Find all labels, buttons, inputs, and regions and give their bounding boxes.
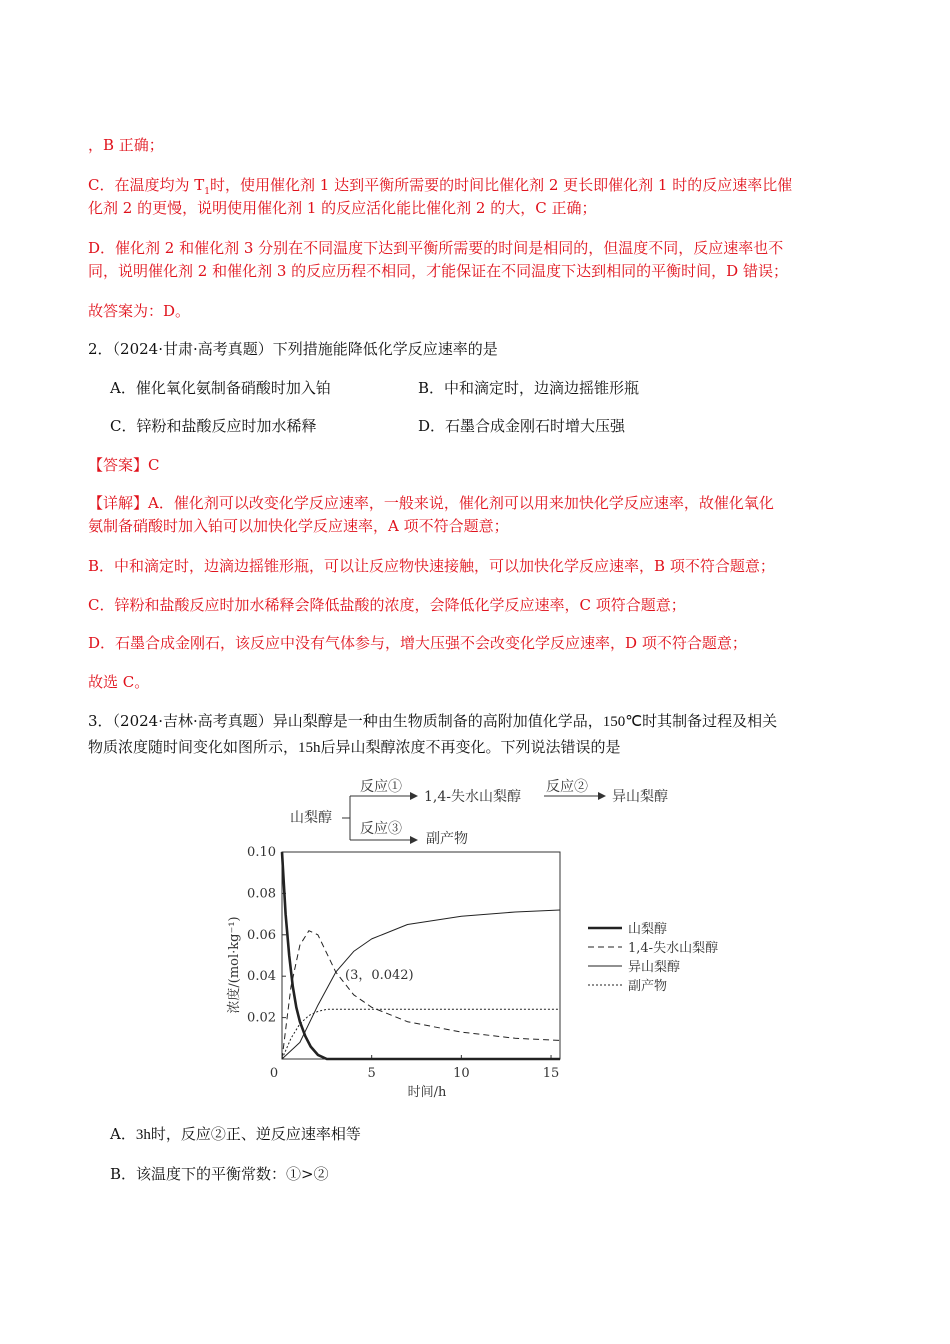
scheme-product-1: 1,4-失水山梨醇	[424, 789, 521, 805]
q2-explain-3: B．中和滴定时，边滴边摇锥形瓶，可以让反应物快速接触，可以加快化学反应速率，B 项不符合题意；	[88, 557, 775, 575]
q3-option-b: B．该温度下的平衡常数：①>②	[110, 1165, 329, 1183]
scheme-reaction-3: 反应③	[360, 821, 402, 837]
series-line-4	[282, 1009, 560, 1059]
y-tick-label: 0.10	[247, 845, 276, 860]
q3-option-a-label: A．	[110, 1125, 136, 1143]
q3-option-a-text: 时，反应②正、逆反应速率相等	[150, 1125, 361, 1143]
q2-option-a: A．催化氧化氨制备硝酸时加入铂	[110, 379, 331, 397]
scheme-reaction-2: 反应②	[546, 779, 588, 795]
legend-label-3: 异山梨醇	[628, 960, 681, 975]
q3-stem-line-2	[88, 737, 621, 758]
q2-option-c: C．锌粉和盐酸反应时加水稀释	[110, 417, 317, 435]
plot-frame	[282, 852, 560, 1059]
scheme-arrowhead-1	[410, 792, 418, 800]
legend-label-4: 副产物	[628, 979, 668, 994]
line-2-text: C．在温度均为 T	[88, 176, 205, 194]
scheme-reactant: 山梨醇	[290, 810, 332, 826]
scheme-arrowhead-3	[410, 836, 418, 844]
q3-option-a-time: 3h	[135, 1127, 151, 1143]
x-axis-label: 时间/h	[407, 1085, 447, 1100]
chart-annotation: (3，0.042)	[345, 968, 414, 983]
scheme-product-2: 异山梨醇	[612, 789, 668, 805]
q3-stem-1a: 3．（2024·吉林·高考真题）异山梨醇是一种由生物质制备的高附加值化学品，	[88, 712, 603, 730]
series-group	[282, 852, 560, 1059]
t1-subscript: 1	[204, 187, 210, 197]
y-tick-label: 0.04	[247, 969, 276, 985]
x-tick-label: 5	[367, 1066, 376, 1081]
series-line-2	[282, 931, 560, 1059]
series-line-1	[282, 852, 560, 1059]
q2-explain-4: C．锌粉和盐酸反应时加水稀释会降低盐酸的浓度，会降低化学反应速率，C 项符合题意；	[88, 596, 686, 614]
prev-answer-line-1: ，B 正确；	[88, 136, 164, 154]
prev-answer-line-3: 化剂 2 的更慢，说明使用催化剂 1 的反应活化能比催化剂 2 的大，C 正确；	[88, 199, 597, 217]
q2-explain-2: 氨制备硝酸时加入铂可以加快化学反应速率，A 项不符合题意；	[88, 517, 509, 535]
q3-stem-2a: 物质浓度随时间变化如图所示，	[88, 738, 299, 756]
scheme-product-3: 副产物	[426, 831, 468, 847]
series-line-3	[282, 910, 560, 1059]
prev-answer-line-4: D．催化剂 2 和催化剂 3 分别在不同温度下达到平衡所需要的时间是相同的，但温度不同，反应速率也不	[88, 239, 784, 257]
legend-label-1: 山梨醇	[628, 922, 668, 937]
legend-label-2: 1,4-失水山梨醇	[628, 941, 719, 956]
y-tick-label: 0.06	[247, 927, 276, 943]
scheme-arrowhead-2	[598, 792, 606, 800]
y-axis-label: 浓度/(mol·kg⁻¹)	[227, 916, 242, 1014]
chart	[226, 845, 718, 1100]
prev-answer-line-6: 故答案为：D。	[88, 302, 191, 320]
x-tick-label: 10	[453, 1066, 470, 1081]
x-tick-label: 0	[269, 1066, 279, 1081]
line-2-rest: 时，使用催化剂 1 达到平衡所需要的时间比催化剂 2 更长即催化剂 1 时的反应速率比催	[210, 176, 793, 194]
x-tick-label: 15	[542, 1066, 560, 1081]
axis-ticks	[247, 845, 559, 1081]
y-tick-label: 0.02	[247, 1010, 276, 1026]
q2-option-b: B．中和滴定时，边滴边摇锥形瓶	[418, 379, 640, 397]
q3-option-a	[110, 1124, 361, 1145]
q2-answer: 【答案】C	[88, 456, 160, 474]
q3-stem-1c: 时其制备过程及相关	[642, 712, 778, 730]
prev-answer-line-5: 同，说明催化剂 2 和催化剂 3 的反应历程不相同，才能保证在不同温度下达到相同的平衡时间，D 错误；	[88, 262, 788, 280]
q2-explain-1: 【详解】A．催化剂可以改变化学反应速率，一般来说，催化剂可以用来加快化学反应速率，故催化氧化	[88, 494, 774, 512]
reaction-scheme	[290, 779, 668, 847]
q2-stem: 2．（2024·甘肃·高考真题）下列措施能降低化学反应速率的是	[88, 340, 498, 358]
q3-temperature: 150℃	[602, 714, 643, 730]
y-tick-label: 0.08	[247, 886, 276, 902]
q3-stem-2c: 后异山梨醇浓度不再变化。下列说法错误的是	[320, 738, 621, 756]
legend	[588, 921, 718, 994]
q3-stem-line-1	[88, 711, 777, 732]
q3-time: 15h	[298, 740, 321, 756]
q2-explain-6: 故选 C。	[88, 673, 150, 691]
q2-explain-5: D．石墨合成金刚石，该反应中没有气体参与，增大压强不会改变化学反应速率，D 项不符合题意；	[88, 634, 747, 652]
scheme-reaction-1: 反应①	[360, 779, 402, 795]
q2-option-d: D．石墨合成金刚石时增大压强	[418, 417, 626, 435]
